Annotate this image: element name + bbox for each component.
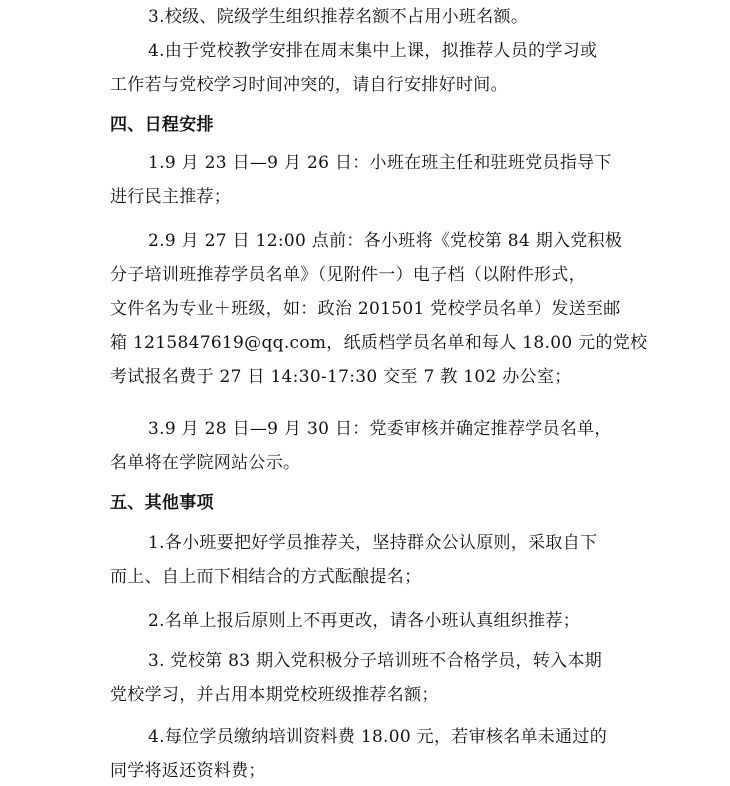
item-s4-2-line-2: 分子培训班推荐学员名单》（见附件一）电子档（以附件形式，: [110, 265, 586, 285]
section-4-heading: 四、日程安排: [110, 115, 214, 135]
item-s4-1-line-1: 1.9 月 23 日—9 月 26 日：小班在班主任和驻班党员指导下: [148, 153, 612, 173]
item-s4-2-line-4: 箱 1215847619@qq.com，纸质档学员名单和每人 18.00 元的党校: [110, 333, 648, 353]
item-s4-2-line-3: 文件名为专业＋班级，如：政治 201501 党校学员名单）发送至邮: [110, 299, 621, 319]
section-5-heading: 五、其他事项: [110, 493, 214, 513]
item-s5-4-line-1: 4.每位学员缴纳培训资料费 18.00 元，若审核名单未通过的: [148, 727, 607, 747]
item-s5-3-line-2: 党校学习，并占用本期党校班级推荐名额；: [110, 685, 439, 705]
item-s4-2-line-1: 2.9 月 27 日 12:00 点前：各小班将《党校第 84 期入党积极: [148, 231, 623, 251]
item-s3-4-line-1: 4.由于党校教学安排在周末集中上课，拟推荐人员的学习或: [148, 41, 598, 61]
item-s3-3-line-1: 3.校级、院级学生组织推荐名额不占用小班名额。: [148, 7, 529, 27]
item-s5-3-line-1: 3. 党校第 83 期入党积极分子培训班不合格学员，转入本期: [148, 651, 603, 671]
item-s5-4-line-2: 同学将返还资料费；: [110, 761, 266, 781]
item-s4-3-line-1: 3.9 月 28 日—9 月 30 日：党委审核并确定推荐学员名单，: [148, 419, 612, 439]
item-s4-1-line-2: 进行民主推荐；: [110, 187, 232, 207]
item-s4-2-line-5: 考试报名费于 27 日 14:30-17:30 交至 7 教 102 办公室；: [110, 367, 572, 387]
item-s5-1-line-2: 而上、自上而下相结合的方式酝酿提名；: [110, 567, 422, 587]
item-s5-1-line-1: 1.各小班要把好学员推荐关，坚持群众公认原则，采取自下: [148, 533, 598, 553]
item-s3-4-line-2: 工作若与党校学习时间冲突的，请自行安排好时间。: [110, 75, 508, 95]
item-s5-2-line-1: 2.名单上报后原则上不再更改，请各小班认真组织推荐；: [148, 611, 581, 631]
item-s4-3-line-2: 名单将在学院网站公示。: [110, 453, 301, 473]
